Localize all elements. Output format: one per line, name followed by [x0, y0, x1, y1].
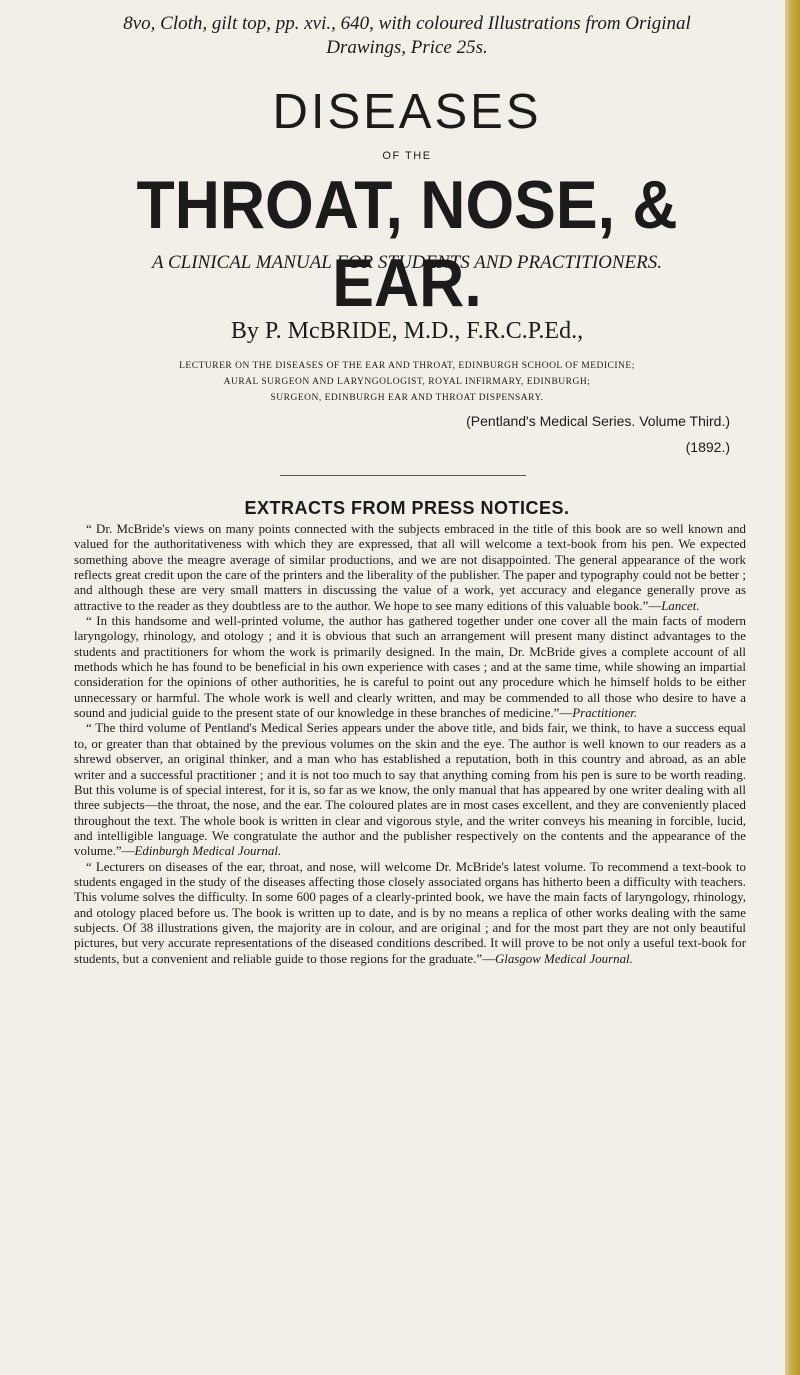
series-label: (Pentland's Medical Series. Volume Third.)	[466, 413, 730, 429]
title-diseases: DISEASES	[272, 85, 542, 139]
divider-rule	[280, 475, 526, 476]
qualification-line: SURGEON, EDINBURGH EAR AND THROAT DISPENSARY.	[270, 393, 544, 403]
press-notice	[74, 860, 746, 967]
qualification-line: AURAL SURGEON AND LARYNGOLOGIST, ROYAL INFIRMARY, EDINBURGH;	[223, 377, 591, 387]
author-qualifications	[84, 358, 730, 406]
title-of-the: OF THE	[382, 150, 432, 162]
press-notice	[74, 522, 746, 614]
press-notice	[74, 721, 746, 859]
notice-text: “ In this handsome and well-printed volume, the author has gathered together under one cover all the main facts of modern laryngology, rhinology, and otology ; and it is obvious that such an arrangement will present many distinct advantages to the students and practitioners for whom the work is primarily designed. In the main, Dr. McBride gives a complete account of all methods which he has found to be beneficial in his own experience with cases ; and at the same time, while showing an impartial consideration for the opinions of other authorities, he is careful to point out any procedure which he himself holds to be either unnecessary or harmful. The whole work is well and clearly written, and may be commended to all those who desire to have a sound and judicial guide to the present state of our knowledge in these branches of medicine.”—	[74, 614, 746, 721]
publication-format-line: 8vo, Cloth, gilt top, pp. xvi., 640, with coloured Illustrations from Original Drawings, Price 25s.	[123, 13, 691, 58]
qualification-line: LECTURER ON THE DISEASES OF THE EAR AND THROAT, EDINBURGH SCHOOL OF MEDICINE;	[179, 361, 635, 371]
notice-source: Lancet.	[661, 598, 700, 613]
press-notice	[74, 614, 746, 721]
title-throat-nose-ear: THROAT, NOSE, & EAR.	[136, 167, 678, 321]
page-edge	[785, 0, 800, 1375]
notice-source: Practitioner.	[572, 706, 638, 721]
notice-text: “ Lecturers on diseases of the ear, throat, and nose, will welcome Dr. McBride's latest volume. To recommend a text-book to students engaged in the study of the diseases affecting those closely associated organs has hitherto been a difficulty with teachers. This volume solves the difficulty. In some 600 pages of a clearly-printed book, we have the main facts of laryngology, rhinology, and otology placed before us. The book is written up to date, and is by no means a replica of other works dealing with the same subjects. Of 38 illustrations given, the majority are in colour, and are original ; and for the most part they are not only beautiful pictures, but very accurate representations of the diseased conditions described. It will prove to be not only a useful text-book for students, but a convenient and reliable guide to those regions for the graduate.”—	[74, 859, 746, 966]
author-byline: By P. McBRIDE, M.D., F.R.C.P.Ed.,	[230, 318, 584, 344]
extracts-heading: EXTRACTS FROM PRESS NOTICES.	[244, 498, 570, 518]
notice-source: Edinburgh Medical Journal.	[134, 844, 282, 859]
subtitle: A CLINICAL MANUAL FOR STUDENTS AND PRACTITIONERS.	[151, 252, 663, 273]
notice-text: “ Dr. McBride's views on many points connected with the subjects embraced in the title of this book are so well known and valued for the authoritativeness with which they are expressed, that all will welcome a text-book from his pen. We expected something above the meagre average of similar productions, and we are not disappointed. The general appearance of the work reflects great credit upon the care of the printers and the liberality of the publisher. The paper and typography could not be better ; and although these are very small matters in discussing the value of a work, yet accuracy and elegance generally prove as attractive to the reader as they doubtless are to the author. We hope to see many editions of this valuable book.”—	[74, 522, 746, 613]
notice-text: “ The third volume of Pentland's Medical Series appears under the above title, and bids fair, we think, to have a success equal to, or greater than that obtained by the previous volumes on the skin and the eye. The author is well known to our readers as a shrewd observer, an original thinker, and a man who has established a reputation, both in this country and abroad, as an able writer and a successful practitioner ; and it is not too much to say that anything coming from his pen is sure to be worth reading. But this volume is of special interest, for it is, so far as we know, the only manual that has appeared by one writer dealing with all three subjects—the throat, the nose, and the ear. The coloured plates are in most cases excellent, and they are conveniently placed throughout the text. The whole book is written in clear and vigorous style, and the writer conveys his meaning in forcible, lucid, and intelligible language. We congratulate the author and the publisher respectively on the contents and the appearance of the volume.”—	[74, 721, 746, 859]
notice-source: Glasgow Medical Journal.	[494, 951, 633, 966]
press-notices	[74, 522, 746, 967]
series-year: (1892.)	[685, 439, 730, 455]
